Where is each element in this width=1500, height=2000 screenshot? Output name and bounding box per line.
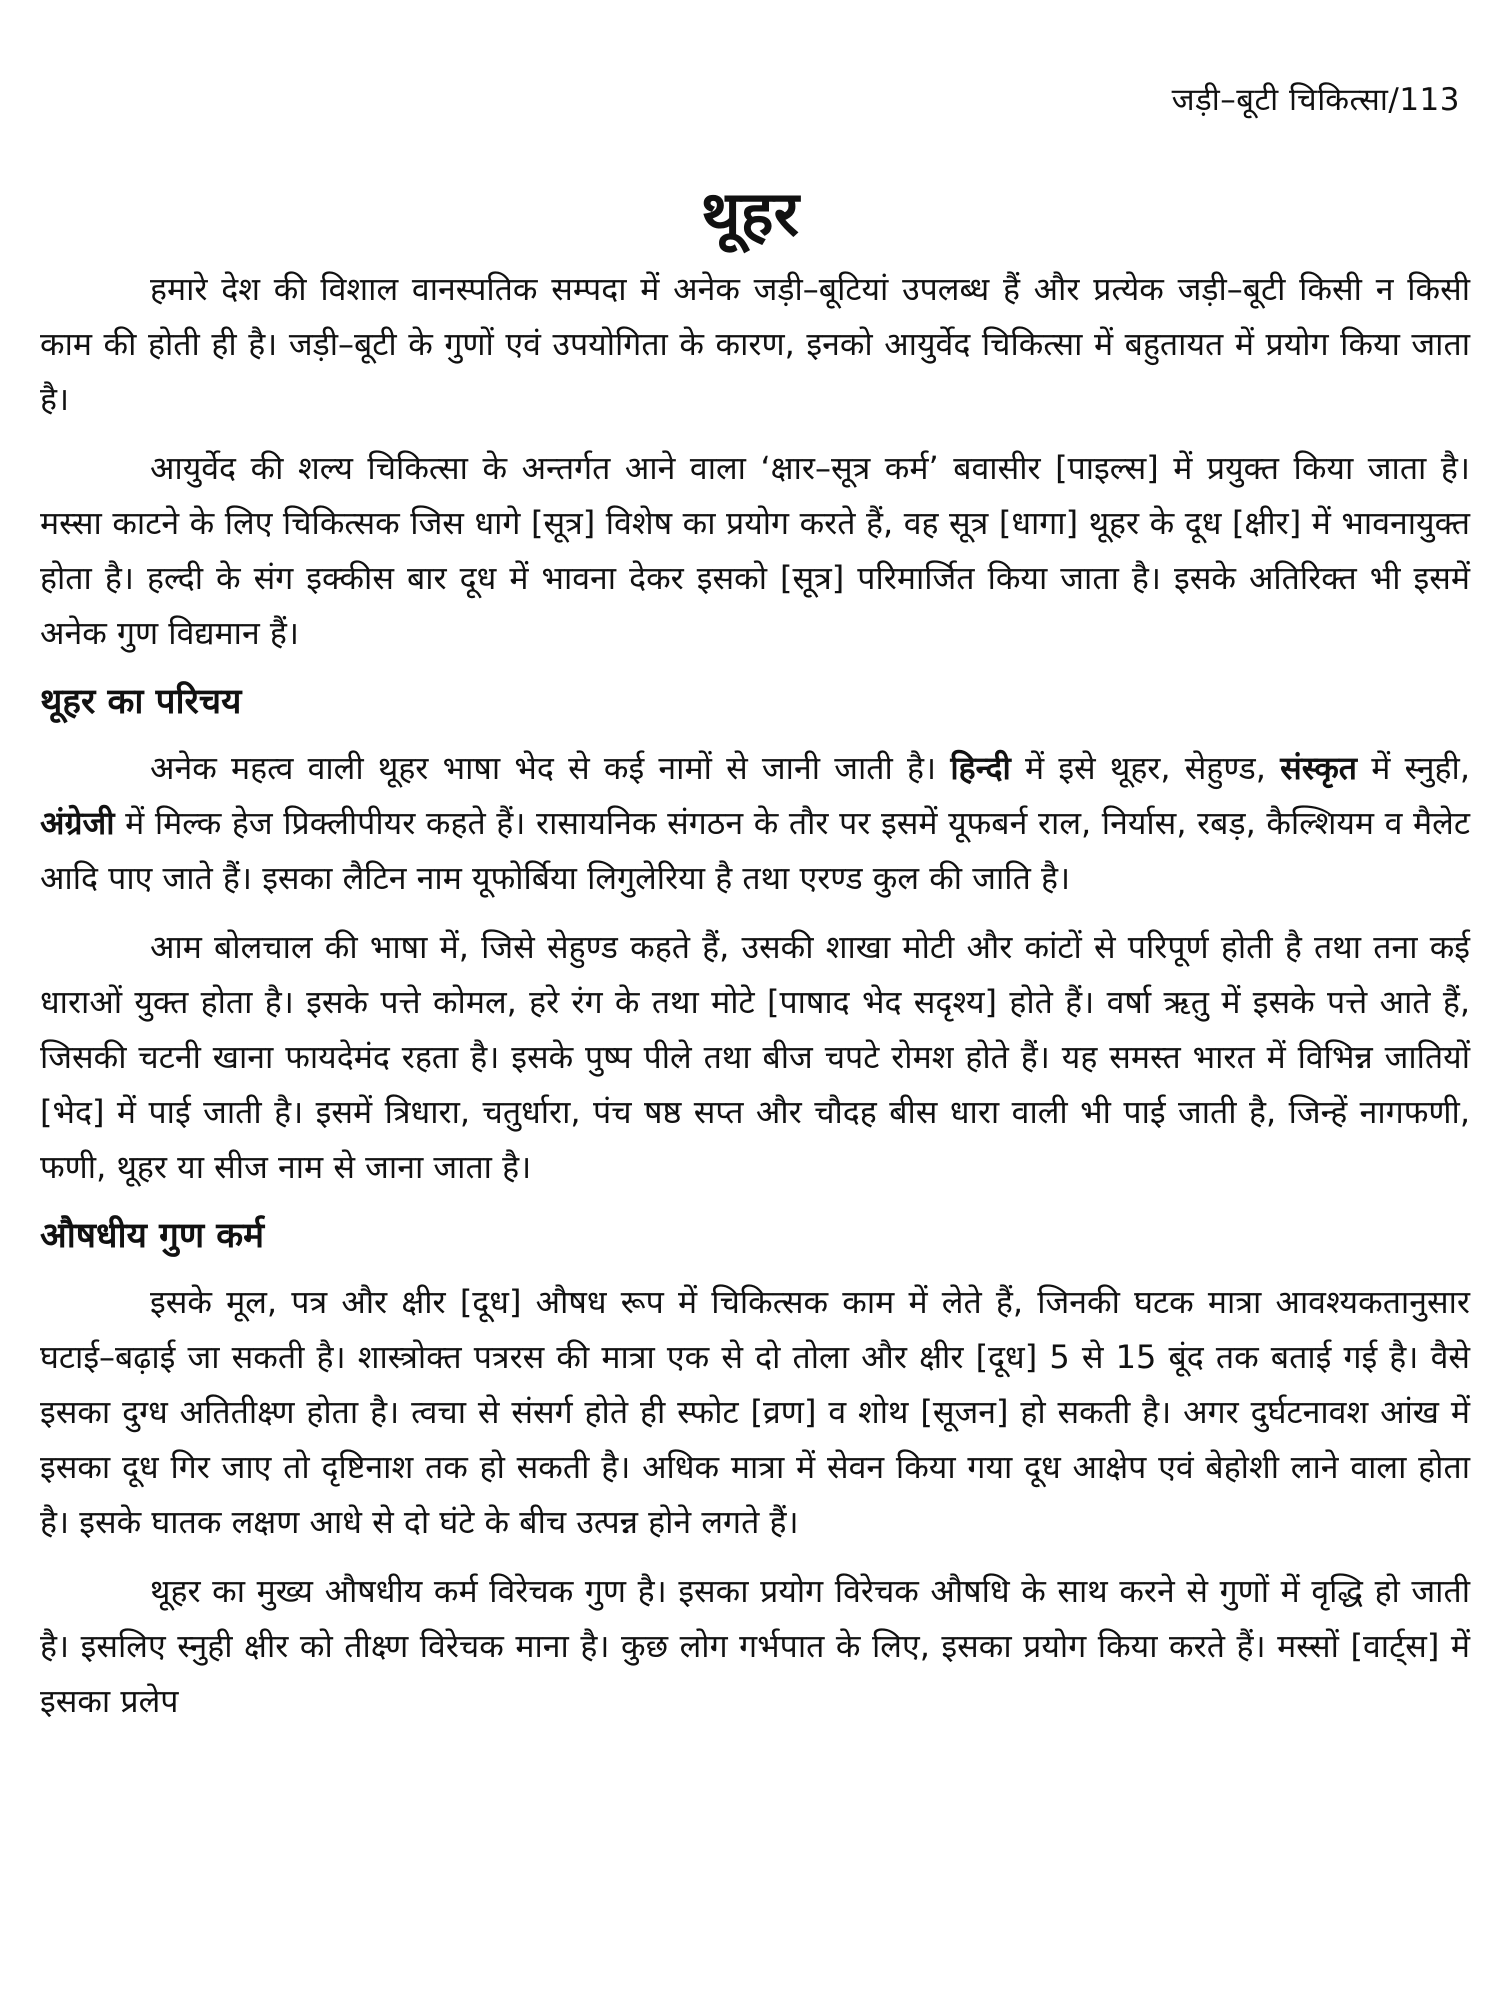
introduction-paragraph-1 bbox=[40, 741, 1470, 906]
intro-paragraph-2: आयुर्वेद की शल्य चिकित्सा के अन्तर्गत आने वाला ‘क्षार–सूत्र कर्म’ बवासीर [पाइल्स] में प्रयुक्त किया जाता है। मस्सा काटने के लिए चिकित्सक जिस धागे [सूत्र] विशेष का प्रयोग करते हैं, वह सूत्र [धागा] थूहर के दूध [क्षीर] में भावनायुक्त होता है। हल्दी के संग इक्कीस बार दूध में भावना देकर इसको [सूत्र] परिमार्जित किया जाता है। इसके अतिरिक्त भी इसमें अनेक गुण विद्यमान हैं। bbox=[40, 449, 1470, 652]
section-heading-medicinal: औषधीय गुण कर्म bbox=[40, 1216, 265, 1256]
page-content bbox=[40, 262, 1470, 1743]
text-run: में इसे थूहर, सेहुण्ड, bbox=[1010, 749, 1281, 787]
introduction-paragraph-2: आम बोलचाल की भाषा में, जिसे सेहुण्ड कहते हैं, उसकी शाखा मोटी और कांटों से परिपूर्ण होती है तथा तना कई धाराओं युक्त होता है। इसके पत्ते कोमल, हरे रंग के तथा मोटे [पाषाद भेद सदृश्य] होते हैं। वर्षा ऋतु में इसके पत्ते आते हैं, जिसकी चटनी खाना फायदेमंद रहता है। इसके पुष्प पीले तथा बीज चपटे रोमश होते हैं। यह समस्त भारत में विभिन्न जातियों [भेद] में पाई जाती है। इसमें त्रिधारा, चतुर्धारा, पंच षष्ठ सप्त और चौदह बीस धारा वाली भी पाई जाती है, जिन्हें नागफणी, फणी, थूहर या सीज नाम से जाना जाता है। bbox=[40, 928, 1470, 1186]
medicinal-paragraph-2: थूहर का मुख्य औषधीय कर्म विरेचक गुण है। इसका प्रयोग विरेचक औषधि के साथ करने से गुणों में वृद्धि हो जाती है। इसलिए स्नुही क्षीर को तीक्ष्ण विरेचक माना है। कुछ लोग गर्भपात के लिए, इसका प्रयोग किया करते हैं। मस्सों [वार्ट्स] में इसका प्रलेप bbox=[40, 1572, 1470, 1720]
running-header: जड़ी–बूटी चिकित्सा/113 bbox=[1171, 82, 1460, 118]
bold-term-english: अंग्रेजी bbox=[40, 804, 115, 842]
intro-paragraph-1: हमारे देश की विशाल वानस्पतिक सम्पदा में अनेक जड़ी–बूटियां उपलब्ध हैं और प्रत्येक जड़ी–बूटी किसी न किसी काम की होती ही है। जड़ी–बूटी के गुणों एवं उपयोगिता के कारण, इनको आयुर्वेद चिकित्सा में बहुतायत में प्रयोग किया जाता है। bbox=[40, 270, 1470, 418]
bold-term-sanskrit: संस्कृत bbox=[1280, 749, 1358, 787]
page-title: थूहर bbox=[701, 177, 799, 250]
text-run: अनेक महत्व वाली थूहर भाषा भेद से कई नामों से जानी जाती है। bbox=[150, 749, 951, 787]
medicinal-paragraph-1: इसके मूल, पत्र और क्षीर [दूध] औषध रूप में चिकित्सक काम में लेते हैं, जिनकी घटक मात्रा आवश्यकतानुसार घटाई–बढ़ाई जा सकती है। शास्त्रोक्त पत्ररस की मात्रा एक से दो तोला और क्षीर [दूध] 5 से 15 बूंद तक बताई गई है। वैसे इसका दुग्ध अतितीक्ष्ण होता है। त्वचा से संसर्ग होते ही स्फोट [व्रण] व शोथ [सूजन] हो सकती है। अगर दुर्घटनावश आंख में इसका दूध गिर जाए तो दृष्टिनाश तक हो सकती है। अधिक मात्रा में सेवन किया गया दूध आक्षेप एवं बेहोशी लाने वाला होता है। इसके घातक लक्षण आधे से दो घंटे के बीच उत्पन्न होने लगते हैं। bbox=[40, 1283, 1470, 1541]
section-heading-introduction: थूहर का परिचय bbox=[40, 682, 242, 722]
bold-term-hindi: हिन्दी bbox=[950, 749, 1011, 787]
text-run: में स्नुही, bbox=[1357, 749, 1471, 787]
text-run: में मिल्क हेज प्रिक्लीपीयर कहते हैं। रासायनिक संगठन के तौर पर इसमें यूफबर्न राल, निर्यास, रबड़, कैल्शियम व मैलेट आदि पाए जाते हैं। इसका लैटिन नाम यूफोर्बिया लिगुलेरिया है तथा एरण्ड कुल की जाति है। bbox=[40, 804, 1470, 897]
